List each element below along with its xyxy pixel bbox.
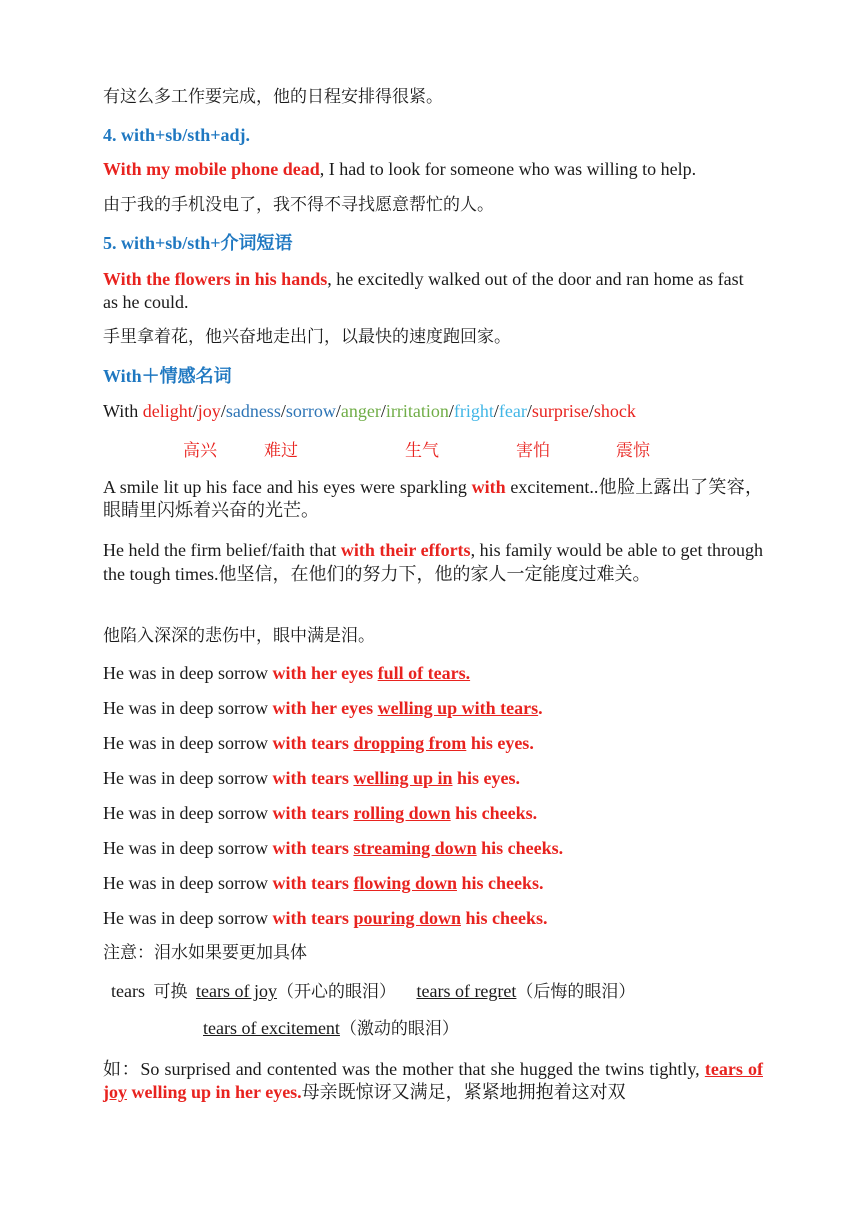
- slash: /: [380, 401, 386, 421]
- highlight-phrase: with tears: [272, 873, 354, 893]
- highlight-underlined: tears of joy: [103, 1059, 763, 1102]
- highlight-phrase: .: [538, 698, 543, 718]
- sentence-prefix: He was in deep sorrow: [103, 908, 273, 928]
- sentence-prefix: He was in deep sorrow: [103, 803, 273, 823]
- emotion-word-list: [103, 400, 763, 423]
- translation-sad: 难过: [264, 441, 298, 461]
- sentence-part: He held the firm belief/faith that: [103, 540, 341, 560]
- sentence-part: 母亲既惊讶又满足，紧紧地拥抱着这对双: [301, 1082, 626, 1102]
- paragraph-schedule-cn: 有这么多工作要完成，他的日程安排得很紧。: [103, 87, 443, 107]
- slash: /: [280, 401, 286, 421]
- highlight-underlined: dropping from: [353, 733, 467, 753]
- translation-afraid: 害怕: [516, 441, 550, 461]
- word-sadness: sadness: [225, 401, 281, 421]
- phrase-tears-of-regret: tears of regret: [416, 981, 517, 1001]
- emotion-translations: [103, 436, 763, 460]
- example-smile: [103, 476, 763, 522]
- sentence-rest: , I had to look for someone who was willing to help.: [319, 159, 697, 179]
- sorrow-sentence: [103, 802, 537, 825]
- translation-angry: 生气: [405, 441, 439, 461]
- translation-tears-of-excitement: （激动的眼泪）: [339, 1019, 459, 1039]
- word-delight: delight: [142, 401, 193, 421]
- sorrow-sentence: [103, 697, 543, 720]
- sorrow-sentence: [103, 837, 563, 860]
- slash: /: [192, 401, 198, 421]
- tears-alternatives-1: [111, 980, 763, 1004]
- highlight-phrase: with tears: [272, 803, 354, 823]
- sorrow-sentence: [103, 732, 534, 755]
- highlight-phrase: welling up in her eyes.: [127, 1082, 302, 1102]
- word-surprise: surprise: [531, 401, 589, 421]
- slash: /: [220, 401, 226, 421]
- heading-with-adj: 4. with+sb/sth+adj.: [103, 125, 251, 145]
- highlight-underlined: welling up in: [353, 768, 453, 788]
- sentence-prefix: He was in deep sorrow: [103, 838, 273, 858]
- sentence-rest: , he excitedly walked out of the door and ran home as fast as he could.: [103, 269, 744, 312]
- heading-with-emotion-noun: With＋情感名词: [103, 366, 232, 386]
- highlight-underlined: welling up with tears: [377, 698, 539, 718]
- with-word: With: [103, 401, 143, 421]
- sentence-prefix: He was in deep sorrow: [103, 698, 273, 718]
- highlight-underlined: full of tears.: [377, 663, 471, 683]
- highlight-phrase: his cheeks.: [476, 838, 564, 858]
- highlight-phrase: With my mobile phone dead: [103, 159, 320, 179]
- example-hug: [103, 1058, 763, 1104]
- highlight-underlined: pouring down: [353, 908, 461, 928]
- example-with-prep: [103, 268, 763, 314]
- word-irritation: irritation: [385, 401, 449, 421]
- word-anger: anger: [340, 401, 381, 421]
- word-tears: tears: [111, 981, 145, 1001]
- sentence-prefix: He was in deep sorrow: [103, 768, 273, 788]
- highlight-phrase: with their efforts: [340, 540, 471, 560]
- tears-alternatives-2: [203, 1017, 763, 1041]
- word-fear: fear: [498, 401, 527, 421]
- sorrow-sentence: [103, 767, 520, 790]
- translation-shock: 震惊: [616, 441, 650, 461]
- translation-tears-of-joy: （开心的眼泪）: [276, 982, 396, 1002]
- highlight-phrase: With the flowers in his hands: [103, 269, 328, 289]
- example-with-adj-cn: 由于我的手机没电了，我不得不寻找愿意帮忙的人。: [103, 195, 494, 215]
- highlight-phrase: with tears: [272, 733, 354, 753]
- word-sorrow: sorrow: [285, 401, 336, 421]
- word-shock: shock: [593, 401, 636, 421]
- highlight-phrase: with her eyes: [272, 698, 378, 718]
- example-belief: [103, 538, 763, 586]
- translation-happy: 高兴: [183, 441, 217, 461]
- highlight-phrase: with tears: [272, 768, 354, 788]
- highlight-phrase: with tears: [272, 908, 354, 928]
- highlight-underlined: flowing down: [353, 873, 457, 893]
- sentence-part: , his family would be able to get through the tough times.他坚信，在他们的努力下，他的家人一定能度过难关。: [103, 540, 764, 584]
- sentence-part: A smile lit up his face and his eyes were sparkling: [103, 477, 472, 497]
- note-title: 注意：泪水如果要更加具体: [103, 943, 307, 963]
- heading-with-prep-phrase: 5. with+sb/sth+介词短语: [103, 233, 293, 253]
- label-can-replace: 可换: [153, 982, 188, 1002]
- highlight-phrase: his cheeks.: [450, 803, 538, 823]
- sentence-part: excitement..他脸上露出了笑容，眼睛里闪烁着兴奋的光芒。: [103, 477, 763, 520]
- phrase-tears-of-excitement: tears of excitement: [203, 1018, 340, 1038]
- highlight-phrase: with her eyes: [272, 663, 378, 683]
- example-with-adj: [103, 158, 763, 181]
- sorrow-cn: 他陷入深深的悲伤中，眼中满是泪。: [103, 626, 375, 646]
- highlight-underlined: rolling down: [353, 803, 451, 823]
- highlight-phrase: with tears: [272, 838, 354, 858]
- slash: /: [526, 401, 532, 421]
- highlight-phrase: with: [471, 477, 506, 497]
- slash: /: [493, 401, 499, 421]
- highlight-phrase: his cheeks.: [460, 908, 548, 928]
- phrase-tears-of-joy: tears of joy: [195, 981, 277, 1001]
- highlight-phrase: his eyes.: [452, 768, 520, 788]
- sentence-prefix: He was in deep sorrow: [103, 733, 273, 753]
- sentence-prefix: He was in deep sorrow: [103, 663, 273, 683]
- example-with-prep-cn: 手里拿着花，他兴奋地走出门，以最快的速度跑回家。: [103, 327, 511, 347]
- sentence-part: 如：So surprised and contented was the mother that she hugged the twins tightly,: [103, 1059, 705, 1079]
- sorrow-sentence: [103, 907, 548, 930]
- highlight-phrase: his eyes.: [466, 733, 534, 753]
- highlight-underlined: streaming down: [353, 838, 477, 858]
- sentence-prefix: He was in deep sorrow: [103, 873, 273, 893]
- slash: /: [335, 401, 341, 421]
- sorrow-sentence: [103, 662, 470, 685]
- slash: /: [448, 401, 454, 421]
- slash: /: [588, 401, 594, 421]
- highlight-phrase: his cheeks.: [456, 873, 544, 893]
- word-joy: joy: [197, 401, 221, 421]
- sorrow-sentence: [103, 872, 543, 895]
- translation-tears-of-regret: （后悔的眼泪）: [516, 982, 636, 1002]
- word-fright: fright: [453, 401, 494, 421]
